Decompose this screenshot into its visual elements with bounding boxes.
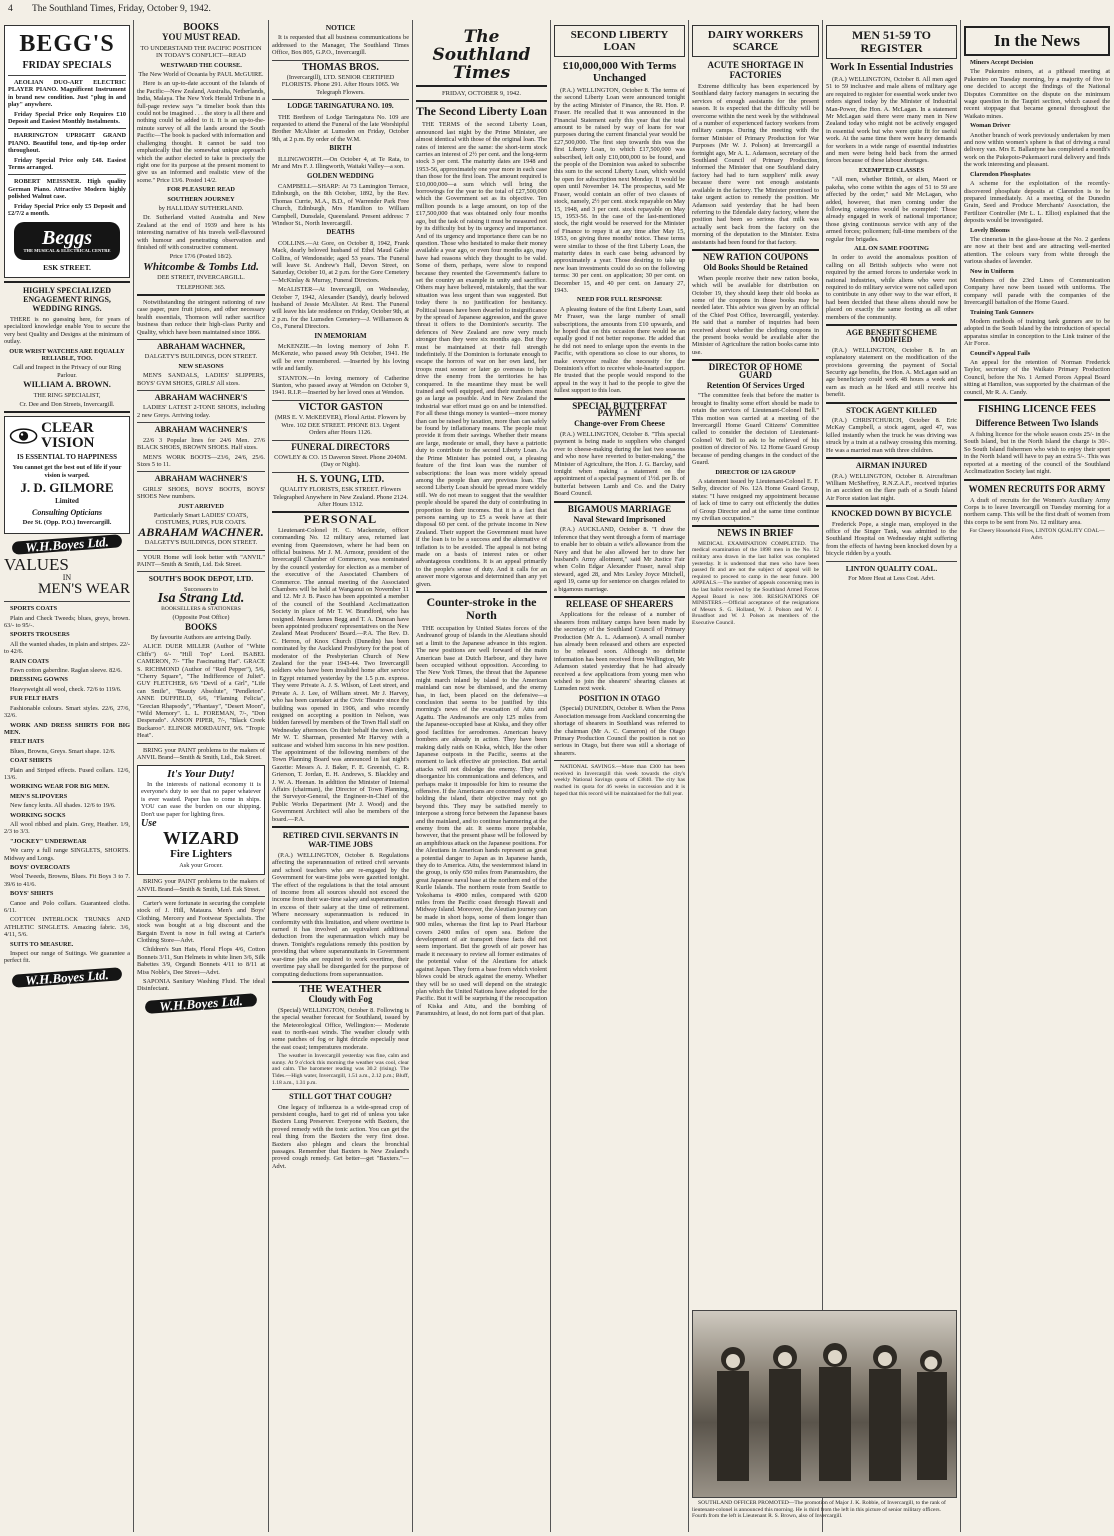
- director-heading: DIRECTOR OF 12A GROUP: [715, 468, 796, 476]
- butterfat-sub: Change-over From Cheese: [574, 419, 665, 429]
- wizard-logo: WIZARD: [162, 828, 239, 849]
- whitcombe-address: DEE STREET, INVERCARGILL.: [157, 274, 245, 282]
- clear-vision-header: [9, 421, 125, 451]
- tank-heading: Training Tank Gunners: [970, 308, 1034, 316]
- woman-heading: Woman Driver: [970, 122, 1011, 130]
- deaths-body: COLLINS.—At Gore, on October 8, 1942, Frank Mack, dearly beloved husband of Ethel Maud Gabie Collins, of Wendonside; aged 53 years. The Funeral will leave St. Andrew's Hall, Devon Street, on Saturday, October 10, at 2 p.m. for the Gore Cemetery—McKinlay & Murray, Funeral Directors.: [272, 239, 409, 284]
- woman-body: Another branch of work previously undertaken by men and now within women's sphere is that of driving a rural delivery van. Mrs E. Ballantyne has completed a month's work on the Pukepoto-Pukemaori rural delivery and finds the work interesting and pleasant.: [964, 131, 1110, 169]
- retired-heading: RETIRED CIVIL SERVANTS IN WAR-TIME JOBS: [282, 831, 399, 849]
- menswear-item-heading: WORKING SOCKS: [10, 811, 66, 819]
- lovely-heading: Lovely Blooms: [970, 226, 1010, 234]
- menswear-item-detail: Plain and Striped effects. Fused collars. 12/6, 13/6.: [4, 766, 130, 781]
- just-arrived: JUST ARRIVED: [178, 502, 224, 510]
- dairy-sub: ACUTE SHORTAGE IN FACTORIES: [707, 60, 804, 80]
- funeral-sub: COWLEY & CO. 15 Daveron Street. Phone 2040M. (Day or Night).: [274, 453, 407, 469]
- knocked-body: Frederick Pope, a single man, employed in the office of the Singer Tank, was admitted to the Southland Hospital on Wednesday night suffering from the effects of having been knocked down by a bicycle ridden by a youth.: [826, 520, 957, 558]
- director-body: A statement issued by Lieutenant-Colonel E. F. Selby, director of No. 12A Home Guard Group, states: "I have resigned my appointment because of lack of time to carry out efficiently the duties of Group Director and at the same time continue my civilian occupation.": [692, 477, 819, 522]
- favourite-authors: By favourite Authors are arriving Daily.: [150, 634, 252, 641]
- call-text: Call and Inspect in the Privacy of our Ring Parlour.: [12, 364, 122, 379]
- boyes-logo-2: W.H.Boyes Ltd.: [12, 967, 123, 988]
- shearers-body: Applications for the release of a number of shearers from military camps have been made by the secretary of the Southland Council of Primary Production (Mr A. L. Adamson). A small number has already been released and others are expected to be released soon. Although no definite information has been received from Wellington, Mr Adamson stated yesterday that he had already received a few applications from young men who wished to join the shearers' shearing classes at Lumsden next week.: [554, 611, 685, 693]
- values-heading: VALUES: [4, 554, 69, 574]
- ration-heading: NEW RATION COUPONS: [702, 251, 809, 262]
- menswear-item-heading: "JOCKEY" UNDERWEAR: [10, 837, 87, 845]
- victor-sub: (MRS E. V. McKEEVER), Floral Artist. Flowers by Wire. 102 DEE STREET. PHONE 813. Urgent Orders after Hours 1126.: [274, 414, 407, 437]
- shearers-heading: RELEASE OF SHEARERS: [565, 599, 674, 609]
- books-heading-2: BOOKS: [184, 621, 217, 632]
- response-heading: NEED FOR FULL RESPONSE: [576, 296, 663, 304]
- brown-sub: THE RING SPECIALIST,: [33, 391, 101, 399]
- cheerful-fires: For Cheery Household Fires, LINTON QUALITY COAL—Advt.: [969, 528, 1105, 541]
- menswear-item-detail: Fashionable colours. Smart styles. 22/6, 27/6, 32/6.: [4, 704, 130, 720]
- photo-caption: SOUTHLAND OFFICER PROMOTED—The promotion of Major J. K. Robbie, of Invercargill, to the rank of lieutenant-colonel is announced this morning. He is third from the left in this picture of senior military officers. Fourth from the left is Lieutenant R. S. Brown, also of Invercargill.: [692, 1500, 946, 1520]
- footing-body: In order to avoid the anomalous position of calling on all British subjects who were not required by the armed forces to undertake work in national industries, while aliens who were not required to do military service were not called upon to contribute in any other way to the war effort, it had been decided that these aliens should now be placed on exactly the same footing as all other members of the community.: [826, 254, 957, 321]
- menswear-item-detail: Canoe and Polo collars. Guaranteed cloths. 6/11.: [4, 899, 130, 915]
- column-rule: [133, 20, 134, 1532]
- column-rule: [960, 20, 961, 1532]
- strang-sub: BOOKSELLERS & STATIONERS: [161, 605, 241, 612]
- menswear-item-detail: Fawn cotton gaberdine. Raglan sleeve. 82/6.: [10, 667, 122, 675]
- menswear-list: [4, 605, 130, 965]
- successors: Successors to: [183, 585, 219, 593]
- masthead-title: The Southland Times, Friday, October 9, 1942.: [32, 4, 211, 14]
- column-1: [4, 22, 130, 1532]
- column-rule: [550, 20, 551, 1532]
- clarendon-body: A scheme for the exploitation of the recently-discovered phosphate deposits at Clarendon is to be prepared immediately. At a meeting of the Dunedin Grain, Seed and Produce Merchants' Association, the Fertilizer Controller (Mr L. L. Elliot) explained that the deposits would be investigated.: [964, 180, 1110, 225]
- paint-notice-2: BRING your PAINT problems to the makers of ANVIL Brand—Smith & Smith, Ltd. Esk Street.: [137, 878, 265, 893]
- women-recruits-body: A draft of recruits for the Women's Auxiliary Army Corps is to leave Invercargill on Tuesday morning for a northern camp. This will be the first draft of women from this corps to be sent from No. 12 military area.: [964, 496, 1110, 526]
- cough-body: One legacy of influenza is a wide-spread crop of persistent coughs, hard to get rid of unless you take Baxters Lung Preserver. Everyone with Baxters, the proved remedy with the tonic action. You can get the real thing from the Baxters the very first dose. Baxters also phlegm and clears the bronchial passages. Remember that Baxters is New Zealand's proved cough remedy. Get better—get "Baxters."—Advt.: [272, 1103, 409, 1170]
- lead-heading: The Second Liberty Loan: [416, 104, 547, 119]
- retired-body: (P.A.) WELLINGTON, October 8. Regulations affecting the superannuation of retired civil servants and school teachers who are re-engaged by the Government for war-time jobs were gazetted tonight. The effect of the regulations is that the total amount of income from all sources should not exceed the income from their war-time salary and superannuation in excess of their salary at the time of retirement. Where necessary superannuation is reduced in conformity with this limitation, and where overtime is earned it has involved an equivalent additional deduction from the superannuation which may be drawn. Tonight's regulations remedy this position by providing that where superannuitants in Government war-time jobs are required to work overtime, their overtime pay shall be disregarded for the purpose of computing deductions from superannuation.: [272, 852, 409, 978]
- beggs-logo-text: Beggs: [42, 226, 92, 249]
- column-8: [964, 22, 1110, 1532]
- miners-body: The Pukemiro miners, at a pithead meeting at Pukemiro on Tuesday morning, by a majority of five to one decided to accept the findings of the National Disputes Committee on the dispute on the minimum wage question in the Taupiri section, which caused the recent stoppage that became general throughout the Waikato mines.: [964, 68, 1110, 120]
- ration-sub: Old Books Should be Retained: [703, 263, 808, 273]
- column-2: [137, 22, 265, 1532]
- home-guard-heading: DIRECTOR OF HOME GUARD: [708, 362, 803, 380]
- menswear-item-detail: All wool ribbed and plain. Grey, Heather. 1/9, 2/3 to 3/3.: [4, 820, 130, 836]
- masthead: [0, 0, 1114, 18]
- tank-body: Modern methods of training tank gunners are to be adopted in the South Island by the introduction of special apparatus similar in conception to the Link trainer of the Air Force.: [964, 318, 1110, 348]
- council-heading: Council's Appeal Fails: [970, 349, 1031, 357]
- butterfat-heading: SPECIAL BUTTERFAT PAYMENT: [572, 400, 667, 419]
- beggs-logo: [14, 222, 120, 260]
- clarendon-heading: Clarendon Phosphates: [970, 170, 1031, 178]
- funeral-directors: FUNERAL DIRECTORS: [291, 441, 390, 452]
- column-rule: [268, 20, 269, 1532]
- weather-heading: THE WEATHER: [299, 982, 382, 995]
- southland-times-logo: The Southland Times: [432, 27, 531, 83]
- meissner-text: ROBERT MEISSNER. High quality German Piano. Attractive Modern highly polished Walnut case.: [8, 178, 126, 201]
- birth-body: ILLINGWORTH.—On October 4, at Te Rata, to Mr and Mrs F. J. Illingworth, Waitaki Valley—a son.: [272, 155, 409, 171]
- strang-logo: Isa Strang Ltd.: [157, 591, 245, 607]
- lovely-body: The cinerarias in the glass-house at the No. 2 gardens are now at their best and are attracting well-merited attention. The colours vary from white through the various shades of lavender.: [964, 235, 1110, 266]
- miners-heading: Miners Accept Decision: [970, 59, 1034, 66]
- menswear-item-detail: COTTON INTERLOCK TRUNKS AND ATHLETIC SINGLETS. Amazing fabric. 3/6, 4/11, 5/6.: [4, 916, 130, 939]
- menswear-item-heading: SPORTS TROUSERS: [10, 631, 70, 639]
- footing-heading: ALL ON SAME FOOTING: [854, 244, 929, 252]
- column-3: [272, 22, 409, 1532]
- wizard-advert: [137, 765, 265, 876]
- men-body: (P.A.) WELLINGTON, October 8. All men aged 51 to 59 inclusive and male aliens of military age are required to register for essential work under two orders signed today by the Minister of Industrial Man-Power, the Hon. A. McLagan. In a statement Mr McLagan said there were many men in New Zealand today who might not be actively engaged in essential work but who were quite fit for useful work. At the same time there were heavy demands for workers in a wide range of essential industries and men were being held back from the armed forces because of these labour shortages.: [826, 76, 957, 165]
- gilmore-advert: [4, 416, 130, 534]
- harrington-text: HARRINGTON UPRIGHT GRAND PIANO. Beautiful tone, and tip-top order throughout.: [8, 132, 126, 155]
- loan-body: (P.A.) WELLINGTON, October 8. The terms of the second Liberty Loan were announced tonight by the acting Minister of Finance, the Rt. Hon. P. Fraser. He recalled that it was announced in the Financial Statement early this year that the total amount to be raised by way of loans for war purposes during the current financial year would be £27,500,000. The first step towards this was the first Liberty Loan, to which £17,500,000 was subscribed, left only £10,000,000 to be found, and the people of the Dominion was asked to subscribe this sum to the second Liberty Loan, which would be open for subscription next Monday. It would be open until November 14. The prospectus, said Mr Fraser, would contain an offer of two classes of stock, namely, 2½ per cent. stock repayable on May 15, 1948, and 3 per cent. stock repayable on May 15, 1953-56. In the case of the last-mentioned stock, the right would be reserved for the Minister of Finance to repay it at any time after May 15, 1953, on giving three months' notice. These terms were similar to those of the first Liberty Loan, the maturity dates in each case being advanced by approximately a year. Those desiring to take up new loan investments could do so on the following terms: 30 per cent. on application; 30 per cent. on December 15, and 40 per cent. on January 27, 1943.: [554, 87, 685, 294]
- latest-shoes: LADIES' LATEST 2-TONE SHOES, including 2 new Greys. Arriving today.: [137, 404, 265, 419]
- fire-lighters: Fire Lighters: [170, 848, 232, 861]
- beggs-advert: [4, 25, 130, 278]
- authors-list: ALICE DUER MILLER (Author of "White Cliffs") 6/- "Hill Top" Lord. ISABEL CAMERON, 7/- "The Fascinating Hat". GRACE S. RICHMOND (Author of "Red Pepper"), 5/6, "Cherry Square", "The Indifference of Juliet". GUY FLETCHER, 6/6 "Devil of a Girl", "Life can Smile", "Beauty Absolute", "Pendleton". ANNE DUFFIELD, 6/6, "Flaming Felicia", "Grecian Rhapsody", "Phantasy", "Desert Moon", "Wild Memory". L. L. FOREMAN, 7/-, "Don Desperado". ANSON PIPER, 7/-, "Black Creek Buckaroo". ELINOR MORDAUNT, 9/6. "Tropic Heat".: [137, 643, 265, 740]
- books-sub: YOU MUST READ.: [161, 32, 241, 43]
- brown-name: WILLIAM A. BROWN.: [23, 379, 111, 390]
- uniform-heading: Now in Uniform: [970, 267, 1014, 275]
- men-heading: MEN 51-59 TO REGISTER: [826, 25, 957, 59]
- menswear-item-detail: Plain and Check Tweeds; blues, greys, brown. 63/- to 95/-.: [4, 614, 130, 630]
- saponia-notice: SAPONIA Sanitary Washing Fluid. The ideal Disinfectant.: [137, 978, 265, 993]
- whitcombe-telephone: TELEPHONE 365.: [176, 283, 226, 291]
- home-guard-sub: Retention Of Services Urged: [706, 381, 805, 391]
- southern-title: SOUTHERN JOURNEY: [167, 195, 235, 203]
- meissner-price: Friday Special Price only £5 Deposit and £2/7/2 a month.: [8, 202, 126, 218]
- exempted-heading: EXEMPTED CLASSES: [858, 166, 925, 174]
- men-sub: Work In Essential Industries: [829, 62, 954, 73]
- menswear-item-detail: Heavyweight all wool, check. 72/6 to 119/6.: [10, 685, 122, 693]
- otago-heading: POSITION IN OTAGO: [578, 693, 661, 703]
- westward-sub: The New World of Oceania by PAUL McGUIRE.: [138, 71, 264, 79]
- news-in-brief-heading: NEWS IN BRIEF: [717, 528, 794, 540]
- menswear-item-detail: Blues, Browns, Greys. Smart shape. 12/6.: [10, 747, 116, 755]
- thomson-notice: Notwithstanding the stringent rationing of raw case paper, pure fruit juices, and other necessary health essentials, Thomson will rather sacrifice business than reduce their high-class Purity and Quality, which have been maintained since 1866.: [137, 299, 265, 336]
- menswear-item-heading: FELT HATS: [10, 738, 45, 746]
- bigamous-body: (P.A.) AUCKLAND, October 8. "I draw the inference that they went through a form of marriage to enable her to obtain a wife's allowance from the Navy and that he also allowed her to draw her husband's Army allotment," said Mr Justice Fair when Colin Edgar Alexander Fraser, naval ship steward, aged 28, and Mrs Lesley Joyce Mitchell, aged 19, came up for sentence on charges related to a bigamous marriage.: [554, 526, 685, 593]
- menswear-item-heading: RAIN COATS: [10, 657, 49, 665]
- clear-heading: CLEAR VISION: [41, 420, 95, 452]
- aeolian-price: Friday Special Price only Requires £10 Deposit and Easiest Monthly Instalments.: [8, 110, 126, 126]
- counter-heading: Counter-stroke in the North: [426, 595, 537, 622]
- airman-body: (P.A.) WELLINGTON, October 8. Aircraftman William McSheffrey, R.N.Z.A.F., received injuries in an accident on the flare path of a South Island Air Force station last night.: [826, 472, 957, 502]
- rings-body: THERE is no guessing here, for years of specialized knowledge enable You to secure the very best Quality and Designs at the minimum of outlay.: [4, 315, 130, 346]
- pleasure-text: FOR PLEASURE READ: [167, 186, 235, 194]
- memoriam-body: McKENZIE.—In loving memory of John F. McKenzie, who passed away 9th October, 1941. He will be ever remembered. —Inserted by his loving wife and family.: [272, 343, 409, 373]
- lead-body: THE TERMS of the second Liberty Loan, announced last night by the Prime Minister, are almost identical with those of the original loan. The rates of interest are the same: the short-term stock carries an interest of 2½ per cent. and the long-term stock 3 per cent. The maturity dates are 1948 and 1953-56, approximately one year more in each case than those for the first loan. The amount required is £10,000,000—a sum which will bring the borrowings for the year to the total of £27,500,000 which the Government set as its objective. Ten million pounds is a large amount, on top of the £17,500,000 that was obtained only four months ago, but the task of raising it must be measured not by its difficulty but by its urgency and importance. And of its urgency and importance there can be no question. Those who hesitated to make their money available a year ago, or even four months ago, may have had reasons which they thought to be valid. Some of them, perhaps, were slow to respond because they resented the Government's failure to set the country an example in unity and sacrifice. Others may have believed, mistakenly, that the war situation was less urgent than was suggested. But today there is no justification for hesitancy. Political issues have been dwarfed to insignificance by the spread of Japanese aggression, and the grave threat it offers to the Dominion's security. The defences of New Zealand are now very much stronger than they were six months ago. But they must be maintained at their full strength indefinitely. If the Dominion is fortunate enough to escape the horrors of war on her own land, her troops must sooner or later go overseas to help drive the enemy from the territories he has conquered. In the meantime they must be well trained and well equipped, and their numbers must go as large as possible. And in New Zealand the industrial war effort must go on and be intensified. For all these things money is wanted—more money than can be raised by taxation, more than can safely be found by inflationary means. The people must provide it from their savings. Whether their means are large, moderate or small, they have a patriotic duty to contribute to the second Liberty Loan. As the Prime Minister has pointed out, a pleasing feature of the first loan was the number of subscriptions: the loan was more widely spread among the people than any previous loan. The second Liberty Loan should be spread more widely still. We do not mean to suggest that the wealthier people should be spared the duty of contributing in proportion to their incomes. But it is a fact that persons earning up to £5 a week have at their disposal 60 per cent. of the private income in New Zealand. Their support the Government must have if the loan is to be a success and the alternative of inflation is to be avoided. The appeal is not being made on a basis of interest rates or other advantageous conditions. It is an appeal primarily to the people's sense of duty. And it calls for an answer more vigorous and determined than any yet given.: [416, 121, 547, 588]
- butterfat-body: (P.A.) WELLINGTON, October 8. "This special payment is being made to suppliers who changed over to cheese-making during the last two seasons and who now have reverted to butter-making," the Minister of Agriculture, the Hon. J. G. Barclay, said tonight when making a statement on the appointment of a special payment of 1½d. per lb. of butterfat between Lamb and Co. and the Dairy Board Council.: [554, 430, 685, 498]
- beggs-subtitle: FRIDAY SPECIALS: [22, 60, 112, 71]
- thomas-bros: THOMAS BROS.: [302, 61, 379, 73]
- stanton-notice: STANTON.—In loving memory of Catherine Stanton, who passed away at Wendon on October 9, 1941. R.I.P.—Inserted by her loved ones at Wendon.: [272, 374, 409, 397]
- weather-body: (Special) WELLINGTON, October 8. Following is the special weather forecast for Southland, issued by the Meteorological Office, Wellington:— Moderate east to north-east winds. The weather cloudy with some patches of fog or light drizzle especially near the east coast; temperatures moderate.: [272, 1006, 409, 1051]
- news-in-brief-body: MEDICAL EXAMINATION COMPLETED. The medical examination of the 1898 men in the No. 12 military area drawn in the last ballot was completed yesterday. It is understood that men who have been passed fit and are not the subject of appeal will be required to proceed to camp in the near future. 300 APPEALS.—The number of appeals concerning men in the last ballot received by the Southland Armed Forces Appeal Board is now 300. RESIGNATIONS OF MINISTERS.—Official acceptance of the resignations of Messrs S. G. Holland, W. J. Polson and W. J. Broadfoot and W. J. Polson as members of the Executive Council.: [692, 540, 819, 626]
- lodge-heading: LODGE TARINGATURA NO. 109.: [287, 102, 394, 111]
- column-rule: [688, 20, 689, 1532]
- golden-heading: GOLDEN WEDDING: [307, 171, 374, 180]
- duty-heading: It's Your Duty!: [167, 767, 235, 780]
- deaths-heading: DEATHS: [326, 228, 355, 237]
- gilmore-opticians: Consulting Opticians: [31, 507, 103, 517]
- hs-young: H. S. YOUNG, LTD.: [296, 473, 385, 485]
- golden-body: CAMPBELL—SHARP: At 73 Lamington Terrace, Edinburgh, on the 8th October, 1892, by the Rev. Thomas Currie, M.A., B.D., of Warrender Park Free Church, Edinburgh, Mrs Hamilton to William Campbell, Dunsdale, Queensland. Present address: 7 Windsor St., North Invercargill.: [272, 182, 409, 227]
- gilmore-limited: Limited: [55, 497, 79, 506]
- harrington-price: Friday Special Price only £48. Easiest Terms arranged.: [8, 156, 126, 172]
- westward-body: Here is an up-to-date account of the Islands of the Pacific—New Zealand, Australia, Netherlands, India, Malaya. The New York Herald Tribune in a full-page review says "a timelier book than this could not be imagined . . . the story is all there and nothing could be added to it. It is an up-to-the-minute survey of all the lands around the South Pacific—The book is packed with information and challenging thought. It cannot be said too emphatically that the somewhat unique approach which the author elected to take is precisely the right one for its purpose at the present moment to give us an informed and realistic view of the scene." Price 13/6. Posted 14/2.: [137, 80, 265, 184]
- column-4: [416, 22, 547, 1532]
- anvil-notice: YOUR Home will look better with "ANVIL" PAINT—Smith & Smith, Ltd. Esk Street.: [137, 553, 265, 568]
- exempted-body: "All men, whether British, or alien, Maori or pakeha, who come within the ages of 51 to 59 are affected by the order," said Mr McLagan, who added, however, that men coming under the following categories would be exempted: Those already engaged in work of national importance; those giving continuous service with any of the armed forces; policemen; full-time members of the regular fire brigades.: [826, 176, 957, 243]
- loan-heading: SECOND LIBERTY LOAN: [554, 25, 685, 57]
- dairy-body: Extreme difficulty has been experienced by Southland dairy factory managers in securing the services of enough assistants for the present season. It is expected that the difficulty will be overcome within the next week by the withdrawal of a number of experienced factory workers from military camps. During the meeting with the former Minister of Primary Production for War Purposes (Mr W. J. Polson) at Invercargill a fortnight ago, Mr A. L. Adamson, secretary of the Southland Council of Primary Production, informed the Minister that one Southland dairy factory had had to turn suppliers' milk away because there were not enough assistants available in the factory. The Minister promised to take urgent action to remedy the position. Mr Adamson said yesterday that he had been referring to the Edendale dairy factory, where the position had been so serious that milk was actually sent back from the factory on the morning of the deputation to the Minister. Extra assistants had been found for that factory.: [692, 83, 819, 246]
- airman-heading: AIRMAN INJURED: [855, 461, 928, 471]
- children-notice: Children's Sun Hats, Floral Flops 4/6, Cotton Bonnets 3/11, Sun Helmets in white linen 3/6, Silk Babettes 3/9, Organdi Bonnets 4/11 to 8/11 at Miss Noble's, Dee Street—Advt.: [137, 946, 265, 976]
- menswear-item-detail: New fancy knits. All shades. 12/6 to 19/6.: [10, 802, 116, 810]
- thomas-sub: (Invercargill), LTD. SENIOR CERTIFIED FLORISTS. Phone 291. After Hours 1065. We Telegraph Flowers.: [281, 74, 400, 96]
- stock-agent-body: (P.A.) CHRISTCHURCH, October 8. Eric McKay Campbell, a stock agent, aged 47, was killed instantly when the truck he was driving was struck by a train at a railway crossing this morning. He was a married man with three children.: [826, 417, 957, 454]
- menswear-item-heading: BOYS' SHIRTS: [10, 890, 54, 898]
- column-rule: [412, 20, 413, 1532]
- carter-notice: Carter's were fortunate in securing the complete stock of J. Hill, Mataura. Men's and Boys' Clothing, Mercery and Footwear Specialists. The stock was bought at a big discount and the Bargain Event is now in full swing at Carter's Clothing Store—Advt.: [137, 899, 265, 944]
- use-text: Use: [141, 817, 157, 829]
- menswear-item-detail: All the wanted shades, in plain and stripes. 22/- to 42/6.: [4, 640, 130, 656]
- brown-address: Cr. Dee and Don Streets, Invercargill.: [19, 400, 115, 408]
- ask-grocer: Ask your Grocer.: [179, 861, 223, 869]
- linton-coal: LINTON QUALITY COAL.: [845, 563, 938, 573]
- clear-body: You cannot get the best out of life if your vision is warped.: [12, 464, 122, 479]
- officers-figures: [693, 1311, 956, 1497]
- whitcombe-logo: Whitcombe & Tombs Ltd.: [143, 260, 259, 273]
- women-recruits-heading: WOMEN RECRUITS FOR ARMY: [968, 483, 1106, 494]
- westward-title: WESTWARD THE COURSE.: [160, 61, 242, 69]
- loan-amount: £10,000,000 With Terms Unchanged: [562, 60, 677, 84]
- bigamous-heading: BIGAMOUS MARRIAGE: [567, 503, 672, 514]
- opposite-post-office: (Opposite Post Office): [172, 614, 230, 622]
- south-book-depot: SOUTH'S BOOK DEPOT, LTD.: [148, 574, 254, 584]
- boyes-logo-3: W.H.Boyes Ltd.: [145, 993, 258, 1014]
- fishing-sub: Difference Between Two Islands: [975, 418, 1099, 429]
- menswear-item-heading: SUITS TO MEASURE.: [10, 940, 74, 948]
- column-5: [554, 22, 685, 1532]
- beggs-title: BEGG'S: [19, 31, 115, 57]
- menswear-heading: MEN'S WEAR: [37, 581, 130, 598]
- work-boots: MEN'S WORK BOOTS—23/6, 24/6, 25/6. Sizes 5 to 11.: [137, 453, 265, 468]
- menswear-item-heading: FUR FELT HATS: [10, 695, 59, 703]
- age-benefit-heading: AGE BENEFIT SCHEME MODIFIED: [846, 328, 937, 345]
- age-benefit-body: (P.A.) WELLINGTON, October 8. In an explanatory statement on the modification of the provisions governing the payment of Social Security age benefits, the Hon. A. McLagan said an age beneficiary could work 48 hours a week and earn as much as he liked and still receive his benefit.: [826, 346, 957, 399]
- uniform-body: Members of the 23rd Lines of Communication Company have now been issued with uniforms. The company will parade with the companies of the Invercargill battalion of the Home Guard.: [964, 276, 1110, 307]
- fishing-body: A fishing licence for the whole season costs 25/- in the South Island, but in the North Island the charge is 30/-. So South Island fishermen who wish to enjoy their sport in the North Island will have to pay an extra 5/-. This was reported at a meeting of the council of the Southland Acclimatization Society last night.: [964, 431, 1110, 476]
- popular-lines: 22/6 3 Popular lines for 24/6 Men. 27/6 BLACK SHOES, BROWN SHOES. Half sizes.: [137, 436, 265, 452]
- beggs-logo-sub: THE MUSICAL & ELECTRICAL CENTRE: [23, 247, 111, 253]
- officers-photo: [692, 1310, 957, 1498]
- gilmore-address: Dee St. (Opp. P.O.) Invercargill.: [22, 519, 112, 526]
- ladies-smart: Particularly Smart LADIES' COATS, COSTUMES, FURS, FUR COATS.: [153, 511, 249, 527]
- southern-body: Dr. Sutherland visited Australia and New Zealand at the end of 1939 and here is his interesting narrative of his travels well-flavoured with humour and penetrating observation and finished off with constructive comment.: [137, 214, 265, 251]
- books-heading: BOOKS: [183, 22, 219, 33]
- abraham-2: ABRAHAM WACHNER'S: [154, 393, 248, 403]
- southern-price: Price 17/6 (Posted 18/2).: [169, 253, 233, 261]
- otago-body: (Special) DUNEDIN, October 8. When the Press Association message from Auckland concerning the shortage of shearers in Southland was referred to the chairman (Mr A. C. Cameron) of the Otago Primary Production Council the position is not so serious in Otago, but there was still a shortage of shearers.: [554, 705, 685, 757]
- duty-body: In the interests of national economy it is everyone's duty to see that no paper whatever is ever wasted. Paper has to come in ships. YOU can ease the burden on our shipping. Don't use paper for lighting fires.: [141, 780, 261, 818]
- pacific-text: TO UNDERSTAND THE PACIFIC POSITION IN TODAY'S CONFLICT—READ: [140, 44, 262, 60]
- menswear-item-detail: We carry a full range SINGLETS, SHORTS. Midway and Longs.: [4, 847, 130, 862]
- menswear-item-detail: Wool Tweeds, Browns, Blues. Fit Boys 3 to 7. 39/6 to 41/6.: [4, 873, 130, 888]
- cough-heading: STILL GOT THAT COUGH?: [289, 1092, 392, 1102]
- menswear-item-heading: COAT SHIRTS: [10, 757, 53, 765]
- menswear-item-heading: SPORTS COATS: [10, 605, 58, 613]
- girls-shoes: GIRLS' SHOES, BOYS' BOOTS, BOYS' SHOES New numbers.: [137, 485, 265, 501]
- birth-heading: BIRTH: [329, 144, 352, 153]
- notice-body: It is requested that all business communications be addressed to the Manager, The Southland Times Office, Box 805, G.P.O., Invercargill.: [272, 34, 409, 57]
- memoriam-heading: IN MEMORIAM: [314, 331, 367, 340]
- response-body: A pleasing feature of the first Liberty Loan, said Mr Fraser, was the large number of small subscriptions, the amounts from £10 upwards, and he hoped that on this occasion there would be an equally good if not better response. He added that he did not need to enlarge upon the events in the Pacific, with operations so close to our shores, to make everyone realize the necessity for the Dominion's effort to receive whole-hearted support. He trusted that the people would respond to the appeal in the way it had to the people to give the fullest support to this loan.: [554, 305, 685, 395]
- photo-block: [692, 1310, 957, 1530]
- abraham-5-sub: DALGETY'S BUILDINGS, DON STREET.: [144, 539, 258, 547]
- lodge-body: THE Brethren of Lodge Taringatura No. 109 are requested to attend the Funeral of the late Worshipful Brother McAlister at Lumsden on Friday, October 9th, at 2 p.m. By order of the W.M.: [272, 113, 409, 143]
- rings-heading: HIGHLY SPECIALIZED ENGAGEMENT RINGS, WEDDING RINGS.: [22, 285, 112, 313]
- menswear-item-heading: BOYS' OVERCOATS: [10, 864, 70, 871]
- home-guard-body: "The committee feels that before the matter is brought to finality some effort should be made to retain the services of Lieutenant-Colonel Bell." This motion was carried at a meeting of the Invercargill Home Guard Citizens' Committee called to consider the decision of Lieutenant-Colonel W. Bell to ask to be relieved of his position of director of No. 12 Home Guard Group because of pending changes in the conduct of the Guard.: [692, 392, 819, 467]
- page-number: 4: [8, 4, 13, 14]
- personal-body: Lieutenant-Colonel H. C. Mackenzie, officer commanding No. 12 military area, returned last evening from Queenstown, where he had been on official business. Mr J. M. Armour, president of the Invercargill Chamber of Commerce, was nominated by the council yesterday for election as a member of the executive of the Associated Chambers of Commerce. The annual meeting of the Associated Chambers will be held at Wanganui on November 11 and 12. Mr J. B. Pasco has been appointed a member of the council of the Southland Acclimatization Society in place of Mr T. W. Brandford, who has resigned. Messrs James Begg and T. A. Duncan have been appointed producers' representatives on the New Zealand Meat Producers' Board.—P.A. The Rev. D. C. Herron, of Knox Church (Dunedin) has been nominated by the Auckland Presbytery for the post of moderator of the Presbyterian Church of New Zealand for the year 1943-44. Two Invercargill soldiers who have been invalided home after service in Egypt returned yesterday by the 1.5 p.m. express. They were Private A. J. S. Wilson, of Leet street, and Private A. J. Lee, of William street. Mr J. Harvey, who has been caretaker at the Civic Theatre since the building was opened in 1906, and who recently resigned on accepting a position in Nelson, was bidden farewell by members of the Town Hall staff on Wednesday afternoon. On their behalf the town clerk, Mr W. T. Sharman, presented Mr Harvey with a suitcase and wished him success in his new position. The appointment of the following members of the Town Planning Board was announced in last night's Gazette: Messrs A. J. Baker, F. E. Greenish, C. R. Grierson, T. Jordan, E. H. Andrews, S. Blackley and J. W. A. Heenan. In addition the Minister of Internal Affairs (chairman), the Director of Town Planning, the Surveyor-General, the Engineer-in-Chief of the Public Works Department (Mr J. Wood) and the Government Architect will also be members of the board.—P.A.: [272, 526, 409, 823]
- abraham-1-sub: DALGETY'S BUILDINGS, DON STREET.: [144, 353, 258, 361]
- knocked-heading: KNOCKED DOWN BY BICYCLE: [831, 509, 952, 519]
- council-body: An appeal for the retention of Norman Frederick Taylor, secretary of the Waikato Primary Production Council, before the No. 1 Armed Forces Appeal Board sitting at Hamilton, was supported by the chairman of the council, Mr R. A. Candy.: [964, 359, 1110, 396]
- fishing-heading: FISHING LICENCE FEES: [978, 404, 1096, 416]
- savings-notice: NATIONAL SAVINGS.—More than £300 has been received in Invercargill this week towards the city's weekly National Savings quota of £3840. The city has reached its quota for 46 weeks in succession and it is hoped that this record will be maintained for the full year.: [554, 764, 685, 797]
- menswear-item-heading: WORK AND DRESS SHIRTS FOR BIG MEN.: [4, 721, 130, 736]
- notice-heading: NOTICE: [325, 23, 356, 32]
- dairy-heading: DAIRY WORKERS SCARCE: [692, 25, 819, 57]
- bigamous-sub: Naval Steward Imprisoned: [573, 514, 666, 524]
- in-text: IN: [62, 572, 72, 582]
- abraham-4: ABRAHAM WACHNER'S: [154, 474, 248, 484]
- watches-text: OUR WRIST WATCHES ARE EQUALLY RELIABLE, TOO.: [9, 347, 125, 362]
- ration-body: When people receive their new ration books, which will be available for distribution on October 19, they should keep their old books as some of the coupons in those books may be needed later. This advice was given by an official of the Chief Post Office, Invercargill, yesterday. He said that a number of inquiries had been received about whether the clothing coupons in the present books would be available after the Minister of Agriculture the ration books came into use.: [692, 274, 819, 356]
- new-seasons: NEW SEASONS: [178, 362, 224, 370]
- menswear-item-heading: WORKING WEAR FOR BIG MEN.: [10, 783, 110, 791]
- sandals-text: MEN'S SANDALS, LADIES' SLIPPERS, BOYS' GYM SHOES, GIRLS' All sizes.: [137, 372, 265, 387]
- stock-agent-heading: STOCK AGENT KILLED: [846, 405, 937, 415]
- aeolian-text: AEOLIAN DUO-ART ELECTRIC PLAYER PIANO. Magnificent Instrument in brand new condition. Just "plug in and play" anywhere.: [8, 79, 126, 109]
- southern-by: by HALLIDAY SUTHERLAND.: [158, 204, 244, 212]
- essential-text: IS ESSENTIAL TO HAPPINESS: [17, 453, 117, 462]
- weather-sub: Cloudy with Fog: [308, 994, 373, 1005]
- menswear-item-detail: Inspect our range of Suitings. We guarantee a perfect fit.: [4, 950, 130, 965]
- personal-heading: PERSONAL: [303, 512, 378, 527]
- dateline: FRIDAY, OCTOBER 9, 1942.: [442, 90, 521, 97]
- counter-body: THE occupation by United States forces of the Andreanof group of islands in the Aleutians should set a limit to the Japanese advance in this region. The new positions are well forward of the main American base at Dutch Harbour, and they have been occupied without opposition. According to The New York Times, the threat that the Japanese might march inland by island to the American mainland can now be dismissed, and the enemy has, in fact, been placed on the defensive—a conclusion that seems to be justified by this morning's news of the evacuation of Attu and Agattu. The Andreanofs are only 125 miles from the Japanese-occupied base at Kiska, and they offer good facilities for aerodromes. American heavy bombers are already in action. They have been making daily raids on Kiska, which, like the other Japanese outposts in the Pacific, seems at the moment to lack effective air protection. But aerial attacks will not dislodge the enemy. They will disorganize his communications and defences, and perhaps make it impossible for him to resume the offensive. If the Americans are concerned only with holding the island, their objective may not go beyond this. They may be satisfied merely to interpose a strong force between the Japanese bases and the mainland, and to continue hammering at the enemy from the air. It seems more probable, however, that the present phase will be followed by an amphibious attack on the Japanese positions. For the Aleutians in American hands represent as great a potential danger to Japan as in Japanese hands, they do to America. Attu, the westernmost island in the group, is only 650 miles from Paramushiro, the great Japanese naval base at the northern end of the Kurile Islands. The northern route from Seattle to Yokohama is 4900 miles, compared with 6200 miles from the Pacific coast through Hawaii and Midway Island. Moreover, the Aleutian journey can be made in short hops, some of them longer than 900 miles, whereas the first lap to Pearl Harbour covers 2400 miles of open sea. Before the development of air transport these facts did not seem important. But the growth of air power has made it necessary to review all former estimates of the potential value of the Aleutians for attack against Japan. They form a base from which violent blows could be struck against the enemy. Whether they will be so used will depend on the strategic plan which the United Nations have adopted for the Pacific. But it will be surprising if the reoccupation of Kiska and Attu, and the bombing of Paramushiro, at least, do not form part of that plan.: [416, 625, 547, 1018]
- column-rule: [822, 20, 823, 1532]
- abraham-3: ABRAHAM WACHNER'S: [154, 425, 248, 435]
- mcalister-notice: McALISTER—At Invercargill, on Wednesday, October 7, 1942, Alexander (Sandy), dearly beloved husband of Jessie McAlister. At Rest. The Funeral will leave his late residence on Friday, October 9th, at 2 p.m. for the Lumsden Cemetery—J. Williamson & Co., Funeral Directors.: [272, 286, 409, 331]
- eye-icon: [9, 421, 38, 451]
- esk-street: ESK STREET.: [43, 262, 91, 272]
- linton-sub: For More Heat at Less Cost. Advt.: [848, 574, 935, 582]
- menswear-item-heading: MEN'S SLIPOVERS: [10, 792, 68, 800]
- abraham-5: ABRAHAM WACHNER.: [138, 524, 264, 539]
- hs-young-sub: QUALITY FLORISTS, ESK STREET. Flowers Telegraphed Anywhere in New Zealand. Phone 2124. After Hours 1312.: [273, 486, 408, 508]
- abraham-1: ABRAHAM WACHNER,: [157, 342, 245, 352]
- victor-gaston: VICTOR GASTON: [298, 401, 383, 413]
- column-6: [692, 22, 819, 1306]
- gilmore-name: J. D. GILMORE: [20, 480, 114, 496]
- paint-notice: BRING your PAINT problems to the makers of ANVIL Brand—Smith & Smith, Ltd., Esk Street.: [137, 746, 265, 762]
- column-7: [826, 22, 957, 1306]
- weather-body-2: The weather in Invercargill yesterday was fine, calm and sunny. At 9 o'clock this morning the weather was cool, clear and calm. The barometer reading was 30.2 (rising). The Tides.—High water, Invercargill, 1.51 a.m., 2.12 p.m.; Bluff, 1.18 a.m., 1.31 p.m.: [272, 1053, 409, 1086]
- menswear-item-heading: DRESSING GOWNS: [10, 676, 68, 684]
- in-the-news-heading: In the News: [964, 26, 1110, 56]
- boyes-logo: W.H.Boyes Ltd.: [12, 535, 123, 556]
